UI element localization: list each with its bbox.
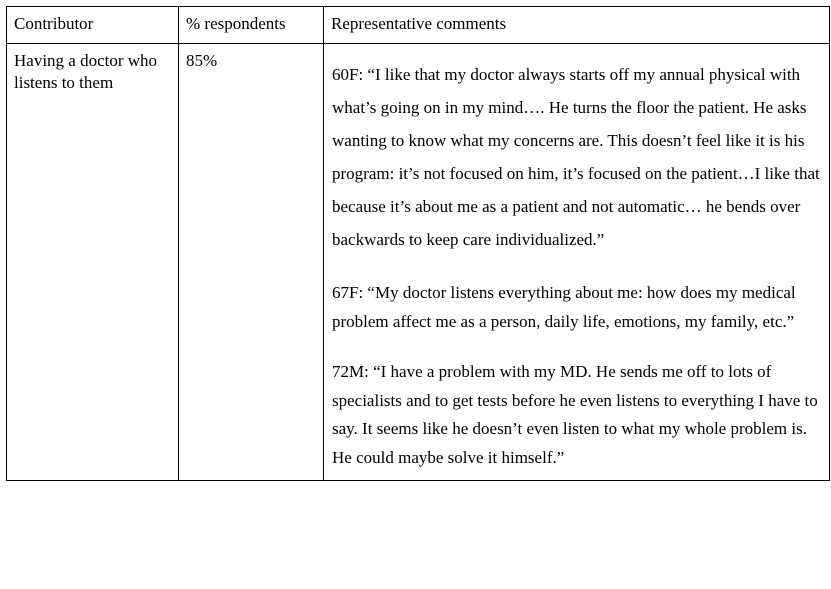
- comment-72m: 72M: “I have a problem with my MD. He sends me off to lots of specialists and to get tests before he even listens to everything I have to say. It seems like he doesn’t even listen to what my whole problem is. He could maybe solve it himself.”: [332, 362, 818, 467]
- contributor-text: Having a doctor who listens to them: [14, 51, 158, 92]
- cell-comments: [324, 44, 830, 481]
- header-respondents: % respondents: [179, 7, 324, 44]
- table-row: [7, 44, 830, 481]
- respondents-value: 85%: [186, 51, 218, 70]
- header-contributor: Contributor: [7, 7, 179, 44]
- comment-60f: 60F: “I like that my doctor always starts off my annual physical with what’s going on in my mind…. He turns the floor the patient. He asks wanting to know what my concerns are. This doesn’t feel like it is his program: it’s not focused on him, it’s focused on the patient…I like that because it’s about me as a patient and not automatic… he bends over backwards to keep care individualized.”: [332, 65, 820, 249]
- table-header-row: [7, 7, 830, 44]
- cell-contributor: [7, 44, 179, 481]
- contributors-table: [6, 6, 830, 481]
- comment-67f: 67F: “My doctor listens everything about me: how does my medical problem affect me as a person, daily life, emotions, my family, etc.”: [332, 283, 796, 331]
- cell-respondents: [179, 44, 324, 481]
- header-comments: Representative comments: [324, 7, 830, 44]
